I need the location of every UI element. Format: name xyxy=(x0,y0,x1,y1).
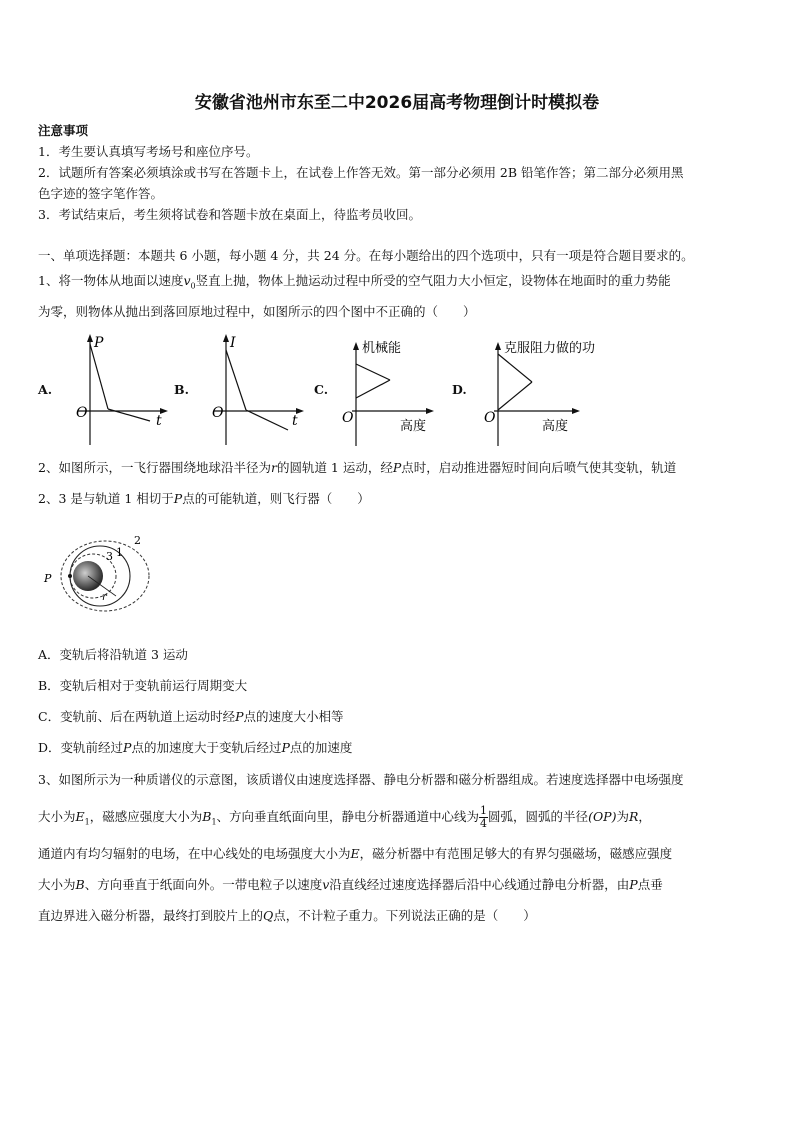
notice-item: 3．考试结束后，考生须将试卷和答题卡放在桌面上，待监考员收回。 xyxy=(38,207,421,222)
q3-line1: 3、如图所示为一种质谱仪的示意图，该质谱仪由速度选择器、静电分析器和磁分析器组成。若速度选择器中电场强度 xyxy=(38,772,684,787)
q1-option-b-label: B. xyxy=(174,382,189,397)
axis-y-label: 克服阻力做的功 xyxy=(504,341,596,356)
orbit-1-label: 1 xyxy=(116,546,123,559)
origin-label: O xyxy=(342,410,354,426)
q1-option-c-label: C. xyxy=(314,382,329,397)
notice-item: 1．考生要认真填写考场号和座位序号。 xyxy=(38,144,259,159)
q3-line4: 大小为B、方向垂直于纸面向外。一带电粒子以速度v沿直线经过速度选择器后沿中心线通过静电分析器，由P点垂 xyxy=(38,877,663,892)
q1-option-d-label: D. xyxy=(452,382,467,397)
section-heading: 一、单项选择题：本题共 6 小题，每小题 4 分，共 24 分。在每小题给出的四个选项中，只有一项是符合题目要求的。 xyxy=(38,248,694,263)
point-p-label: P xyxy=(44,572,52,585)
q2-option-a: A．变轨后将沿轨道 3 运动 xyxy=(38,647,188,662)
notice-item: 2．试题所有答案必须填涂或书写在答题卡上，在试卷上作答无效。第一部分必须用 2B 铅笔作答；第二部分必须用黑 xyxy=(38,165,684,180)
q2-line2: 2、3 是与轨道 1 相切于P点的可能轨道，则飞行器（ ） xyxy=(38,491,370,506)
q1-graph-d xyxy=(482,336,622,448)
axis-x-label: 高度 xyxy=(542,419,569,434)
axis-y-label: I xyxy=(230,335,236,351)
v0-symbol: v xyxy=(183,273,191,288)
q1-graph-b xyxy=(206,330,306,448)
q3-line3: 通道内有均匀辐射的电场，在中心线处的电场强度大小为E，磁分析器中有范围足够大的有界匀强磁场，磁感应强度 xyxy=(38,846,673,861)
q2-option-c: C．变轨前、后在两轨道上运动时经P点的速度大小相等 xyxy=(38,709,344,724)
axis-y-label: 机械能 xyxy=(362,341,402,356)
fraction-one-quarter: $\frac{1}{4}$ xyxy=(480,804,488,830)
orbit-3-label: 3 xyxy=(106,550,113,563)
q3-line2: 大小为$E_1$，磁感应强度大小为$B_1$、方向垂直纸面向里，静电分析器通道中心线为 $\frac{1}{4}$ 圆弧，圆弧的半径(OP)为R， xyxy=(38,804,651,830)
page-title: 安徽省池州市东至二中2026届高考物理倒计时模拟卷 xyxy=(194,93,600,113)
origin-label: O xyxy=(76,405,88,421)
origin-label: O xyxy=(484,410,496,426)
orbit-2-label: 2 xyxy=(134,534,141,547)
notice-heading: 注意事项 xyxy=(38,123,89,138)
q2-option-b: B．变轨后相对于变轨前运行周期变大 xyxy=(38,678,248,693)
notice-item: 色字迹的签字笔作答。 xyxy=(38,186,164,201)
axis-x-label: t xyxy=(292,413,298,429)
q1-line1: 1、将一物体从地面以速度$v_0$竖直上抛，物体上抛运动过程中所受的空气阻力大小恒定，设物体在地面时的重力势能 xyxy=(38,273,671,291)
q2-orbit-figure xyxy=(38,532,158,622)
q1-graph-a xyxy=(70,330,170,448)
axis-y-label: P xyxy=(94,335,104,351)
origin-label: O xyxy=(212,405,224,421)
q2-line1: 2、如图所示，一飞行器围绕地球沿半径为r的圆轨道 1 运动，经P点时，启动推进器短时间向后喷气使其变轨，轨道 xyxy=(38,460,677,475)
radius-label: r xyxy=(102,592,107,603)
q2-option-d: D．变轨前经过P点的加速度大于变轨后经过P点的加速度 xyxy=(38,740,353,755)
q1-option-a-label: A. xyxy=(38,382,53,397)
q3-line5: 直边界进入磁分析器，最终打到胶片上的Q点，不计粒子重力。下列说法正确的是（ ） xyxy=(38,908,536,923)
axis-x-label: t xyxy=(156,413,162,429)
q1-line2: 为零，则物体从抛出到落回原地过程中，如图所示的四个图中不正确的（ ） xyxy=(38,304,476,319)
axis-x-label: 高度 xyxy=(400,419,427,434)
q1-graph-c xyxy=(340,336,440,448)
